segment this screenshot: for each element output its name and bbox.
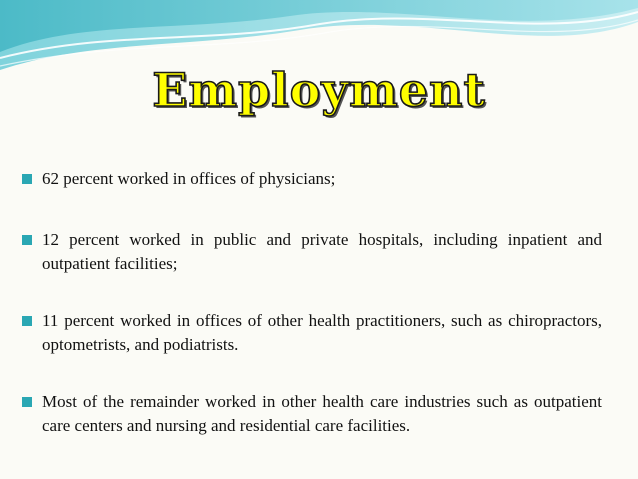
bullet-item	[20, 390, 602, 438]
bullet-item	[20, 228, 602, 276]
square-bullet-icon	[22, 397, 32, 407]
bullet-text: 11 percent worked in offices of other health practitioners, such as chiropractors, optometrists, and podiatrists.	[42, 311, 602, 354]
bullet-item	[20, 309, 602, 357]
bullet-text: 12 percent worked in public and private hospitals, including inpatient and outpatient facilities;	[42, 230, 602, 273]
bullet-item	[20, 167, 602, 191]
bullet-list	[20, 167, 602, 438]
square-bullet-icon	[22, 316, 32, 326]
slide-title: Employment	[152, 63, 486, 117]
square-bullet-icon	[22, 235, 32, 245]
bullet-text: Most of the remainder worked in other health care industries such as outpatient care centers and nursing and residential care facilities.	[42, 392, 602, 435]
square-bullet-icon	[22, 174, 32, 184]
bullet-text: 62 percent worked in offices of physicians;	[42, 169, 336, 188]
